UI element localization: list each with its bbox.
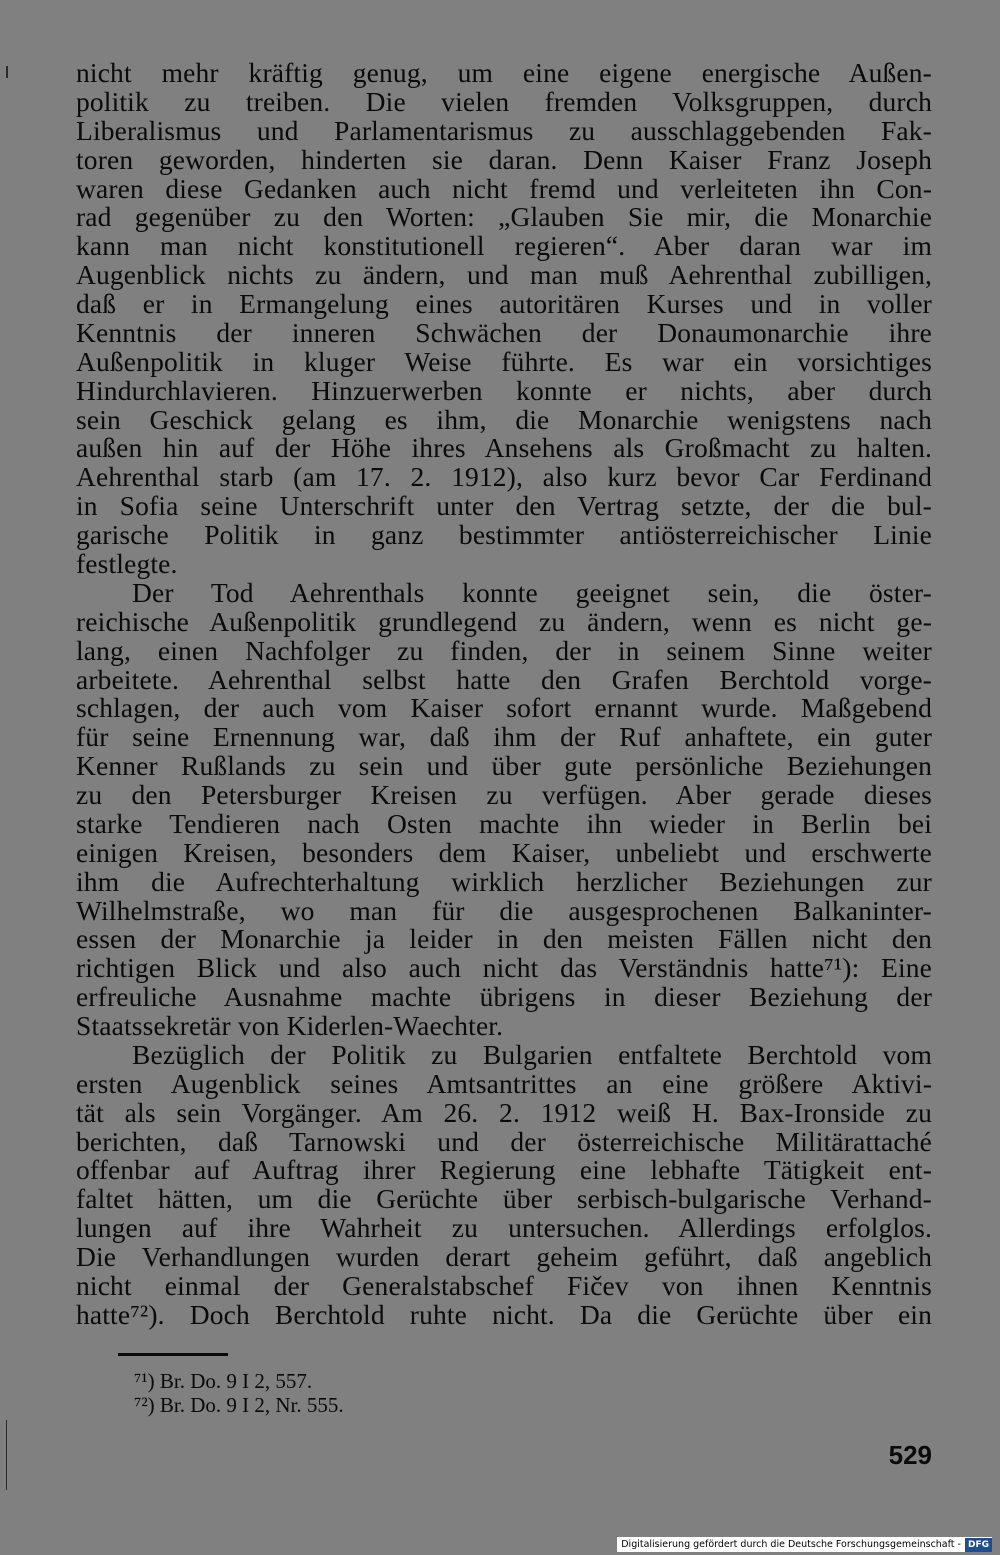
text-line: richtigen Blick und also auch nicht das Verständnis hatte⁷¹): Eine bbox=[76, 952, 932, 984]
text-line: essen der Monarchie ja leider in den meisten Fällen nicht den bbox=[76, 923, 932, 955]
page-number: 529 bbox=[888, 1440, 932, 1470]
text-line: Außenpolitik in kluger Weise führte. Es war ein vorsichtiges bbox=[76, 345, 932, 377]
footnote-72: ⁷²) Br. Do. 9 I 2, Nr. 555. bbox=[134, 1393, 344, 1417]
text-line: rad gegenüber zu den Worten: „Glauben Sie mir, die Monarchie bbox=[76, 201, 932, 233]
text-line: Kenner Rußlands zu sein und über gute persönliche Beziehungen bbox=[76, 750, 932, 782]
text-line: offenbar auf Auftrag ihrer Regierung eine lebhafte Tätigkeit ent- bbox=[76, 1154, 932, 1186]
text-line: schlagen, der auch vom Kaiser sofort ernannt wurde. Maßgebend bbox=[76, 692, 932, 724]
text-line: in Sofia seine Unterschrift unter den Vertrag setzte, der die bul- bbox=[76, 490, 932, 522]
text-line: Der Tod Aehrenthals konnte geeignet sein, die öster- bbox=[132, 576, 932, 608]
footnote-rule bbox=[118, 1353, 228, 1356]
text-line: einigen Kreisen, besonders dem Kaiser, unbeliebt und erschwerte bbox=[76, 836, 932, 868]
text-line: lang, einen Nachfolger zu finden, der in seinem Sinne weiter bbox=[76, 634, 932, 666]
text-line: Aehrenthal starb (am 17. 2. 1912), also kurz bevor Car Ferdinand bbox=[76, 461, 932, 493]
text-line: ersten Augenblick seines Amtsantrittes an eine größere Aktivi- bbox=[76, 1067, 932, 1099]
text-line: reichische Außenpolitik grundlegend zu ändern, wenn es nicht ge- bbox=[76, 605, 932, 637]
margin-mark bbox=[6, 1420, 7, 1490]
text-line: Staatssekretär von Kiderlen-Waechter. bbox=[76, 1010, 504, 1041]
text-line: Liberalismus und Parlamentarismus zu ausschlaggebenden Fak- bbox=[76, 114, 932, 146]
margin-mark bbox=[6, 66, 8, 78]
text-line: lungen auf ihre Wahrheit zu untersuchen. Allerdings erfolglos. bbox=[76, 1212, 932, 1244]
text-line: zu den Petersburger Kreisen zu verfügen. Aber gerade dieses bbox=[76, 779, 932, 810]
text-line: für seine Ernennung war, daß ihm der Ruf anhaftete, ein guter bbox=[76, 721, 932, 753]
text-line: Bezüglich der Politik zu Bulgarien entfaltete Berchtold vom bbox=[132, 1038, 932, 1070]
credit-text: Digitalisierung gefördert durch die Deutsche Forschungsgemeinschaft - bbox=[621, 1539, 961, 1550]
text-line: Hindurchlavieren. Hinzuerwerben konnte er nichts, aber durch bbox=[76, 374, 932, 406]
text-line: außen hin auf der Höhe ihres Ansehens als Großmacht zu halten. bbox=[76, 432, 932, 464]
text-line: toren geworden, hinderten sie daran. Denn Kaiser Franz Joseph bbox=[76, 143, 932, 175]
text-line: Die Verhandlungen wurden derart geheim geführt, daß angeblich bbox=[76, 1241, 932, 1273]
text-line: Wilhelmstraße, wo man für die ausgesprochenen Balkaninter- bbox=[76, 894, 932, 926]
text-line: politik zu treiben. Die vielen fremden Volksgruppen, durch bbox=[76, 85, 932, 117]
text-line: Kenntnis der inneren Schwächen der Donaumonarchie ihre bbox=[76, 316, 932, 348]
text-line: nicht mehr kräftig genug, um eine eigene energische Außen- bbox=[76, 57, 932, 88]
text-line: Augenblick nichts zu ändern, und man muß Aehrenthal zubilligen, bbox=[76, 259, 932, 291]
text-line: festlegte. bbox=[76, 548, 178, 579]
text-line: waren diese Gedanken auch nicht fremd und verleiteten ihn Con- bbox=[76, 172, 932, 204]
text-line: berichten, daß Tarnowski und der österreichische Militärattaché bbox=[76, 1125, 932, 1157]
footnote-71: ⁷¹) Br. Do. 9 I 2, 557. bbox=[134, 1369, 313, 1393]
text-line: daß er in Ermangelung eines autoritären Kurses und in voller bbox=[76, 288, 932, 319]
text-line: ihm die Aufrechterhaltung wirklich herzlicher Beziehungen zur bbox=[76, 865, 932, 897]
text-line: kann man nicht konstitutionell regieren“. Aber daran war im bbox=[76, 230, 932, 262]
text-line: sein Geschick gelang es ihm, die Monarchie wenigstens nach bbox=[76, 403, 932, 435]
text-line: arbeitete. Aehrenthal selbst hatte den Grafen Berchtold vorge- bbox=[76, 663, 932, 695]
text-line: faltet hätten, um die Gerüchte über serbisch-bulgarische Verhand- bbox=[76, 1183, 932, 1215]
text-line: hatte⁷²). Doch Berchtold ruhte nicht. Da die Gerüchte über ein bbox=[76, 1298, 932, 1330]
text-line: tät als sein Vorgänger. Am 26. 2. 1912 weiß H. Bax-Ironside zu bbox=[76, 1096, 932, 1128]
text-line: garische Politik in ganz bestimmter antiösterreichischer Linie bbox=[76, 519, 932, 551]
text-line: erfreuliche Ausnahme machte übrigens in dieser Beziehung der bbox=[76, 981, 932, 1013]
dfg-logo: DFG bbox=[965, 1538, 992, 1552]
digitization-credit bbox=[617, 1537, 992, 1552]
text-line: starke Tendieren nach Osten machte ihn wieder in Berlin bei bbox=[76, 807, 932, 839]
text-line: nicht einmal der Generalstabschef Fičev von ihnen Kenntnis bbox=[76, 1270, 932, 1301]
